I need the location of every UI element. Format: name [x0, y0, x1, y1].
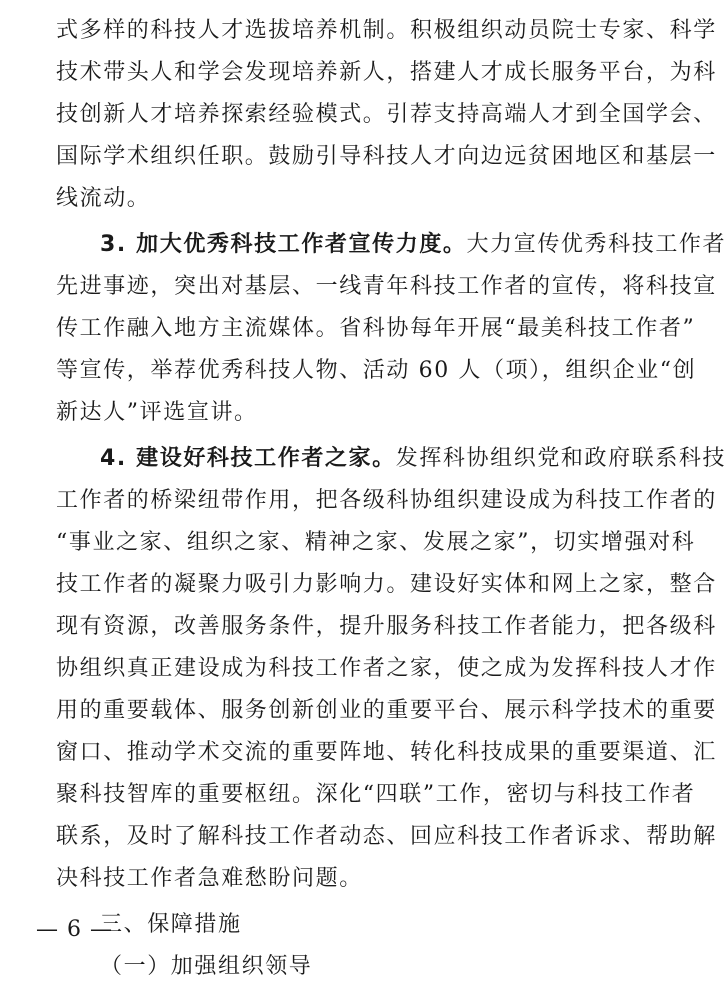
text-line: 窗口、推动学术交流的重要阵地、转化科技成果的重要渠道、汇 — [56, 740, 717, 765]
document-body — [56, 10, 726, 988]
paragraph-heading-workers-home: 4. 建设好科技工作者之家。 — [100, 446, 396, 471]
paragraph-workers-home — [56, 438, 726, 900]
text-line: 传工作融入地方主流媒体。省科协每年开展“最美科技工作者” — [56, 316, 696, 341]
text-line: 协组织真正建设成为科技工作者之家，使之成为发挥科技人才作 — [56, 656, 717, 681]
text-span: 大力宣传优秀科技工作者 — [466, 232, 726, 257]
text-line: “事业之家、组织之家、精神之家、发展之家”，切实增强对科 — [56, 530, 696, 555]
section-heading: 三、保障措施 — [100, 912, 242, 937]
paragraph-heading-publicity: 3. 加大优秀科技工作者宣传力度。 — [100, 232, 467, 257]
text-span: 发挥科协组织党和政府联系科技 — [395, 446, 726, 471]
text-line: 技创新人才培养探索经验模式。引荐支持高端人才到全国学会、 — [56, 102, 717, 127]
text-line: 用的重要载体、服务创新创业的重要平台、展示科学技术的重要 — [56, 698, 717, 723]
page-number: — 6 — — [36, 917, 113, 942]
text-line: 国际学术组织任职。鼓励引导科技人才向边远贫困地区和基层一 — [56, 144, 717, 169]
text-line: 工作者的桥梁纽带作用，把各级科协组织建设成为科技工作者的 — [56, 488, 717, 513]
text-line: 技工作者的凝聚力吸引力影响力。建设好实体和网上之家，整合 — [56, 572, 717, 597]
text-line: 决科技工作者急难愁盼问题。 — [56, 866, 363, 891]
text-line — [56, 438, 726, 480]
text-line — [56, 224, 726, 266]
text-line: 先进事迹，突出对基层、一线青年科技工作者的宣传，将科技宣 — [56, 274, 717, 299]
text-line: 联系，及时了解科技工作者动态、回应科技工作者诉求、帮助解 — [56, 824, 717, 849]
text-line: 现有资源，改善服务条件，提升服务科技工作者能力，把各级科 — [56, 614, 717, 639]
paragraph-publicity — [56, 224, 726, 434]
text-line: 式多样的科技人才选拔培养机制。积极组织动员院士专家、科学 — [56, 18, 717, 43]
text-line: 新达人”评选宣讲。 — [56, 400, 258, 425]
text-line: 聚科技智库的重要枢纽。深化“四联”工作，密切与科技工作者 — [56, 782, 696, 807]
subsection-heading: （一）加强组织领导 — [100, 954, 313, 979]
paragraph-talent-selection — [56, 10, 717, 220]
text-line: 技术带头人和学会发现培养新人，搭建人才成长服务平台，为科 — [56, 60, 717, 85]
text-line: 线流动。 — [56, 186, 151, 211]
text-line: 等宣传，举荐优秀科技人物、活动 60 人（项），组织企业“创 — [56, 358, 697, 383]
